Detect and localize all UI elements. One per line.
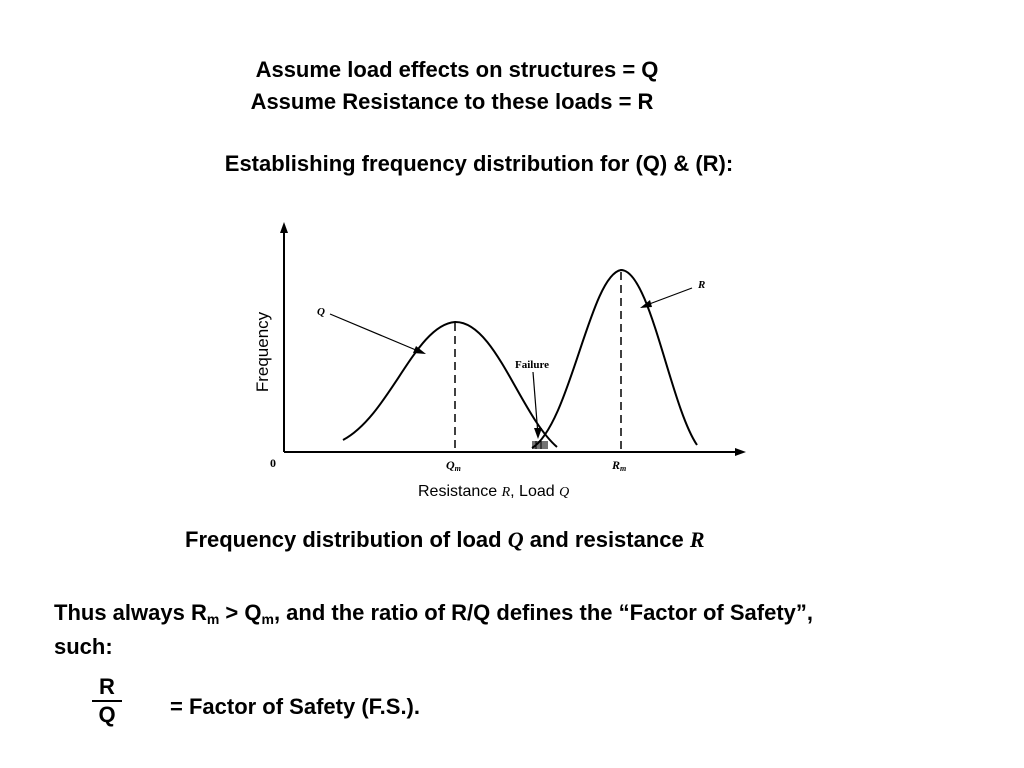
y-axis-label: Frequency (253, 311, 272, 393)
curve-r (532, 270, 697, 448)
fraction-numerator: R (92, 674, 122, 702)
qm-label: Qm (446, 458, 461, 473)
origin-label: 0 (270, 456, 276, 470)
x-axis-label: Resistance R, Load Q (418, 483, 570, 500)
curve-q-label: Q (317, 306, 325, 318)
body-sentence: Thus always $R_m > Q_m$, and the ratio of R/Q defines the “Factor of Safety”, (54, 600, 814, 627)
fraction-denominator: Q (98, 702, 116, 727)
failure-region (532, 441, 548, 449)
curve-q (343, 322, 557, 447)
r-pointer-line (644, 288, 692, 306)
y-axis-arrow (280, 222, 288, 233)
curve-r-label: R (698, 279, 706, 291)
header-line-load: Assume load effects on structures = Q (255, 57, 659, 82)
factor-of-safety-definition: = Factor of Safety (F.S.). (170, 694, 420, 719)
body-sentence-end: such: (54, 634, 113, 659)
section-heading: Establishing frequency distribution for (Q) & (R): (224, 151, 734, 176)
failure-pointer-line (533, 372, 538, 435)
q-pointer-line (330, 314, 423, 353)
rm-label: Rm (612, 458, 627, 473)
failure-pointer-arrow (534, 428, 542, 439)
diagram-caption: Frequency distribution of load Q and resistance R (185, 527, 705, 552)
failure-label: Failure (515, 359, 550, 371)
header-line-resistance: Assume Resistance to these loads = R (250, 89, 654, 114)
ratio-fraction (92, 674, 122, 728)
frequency-diagram (240, 215, 760, 480)
x-axis-arrow (735, 448, 746, 456)
